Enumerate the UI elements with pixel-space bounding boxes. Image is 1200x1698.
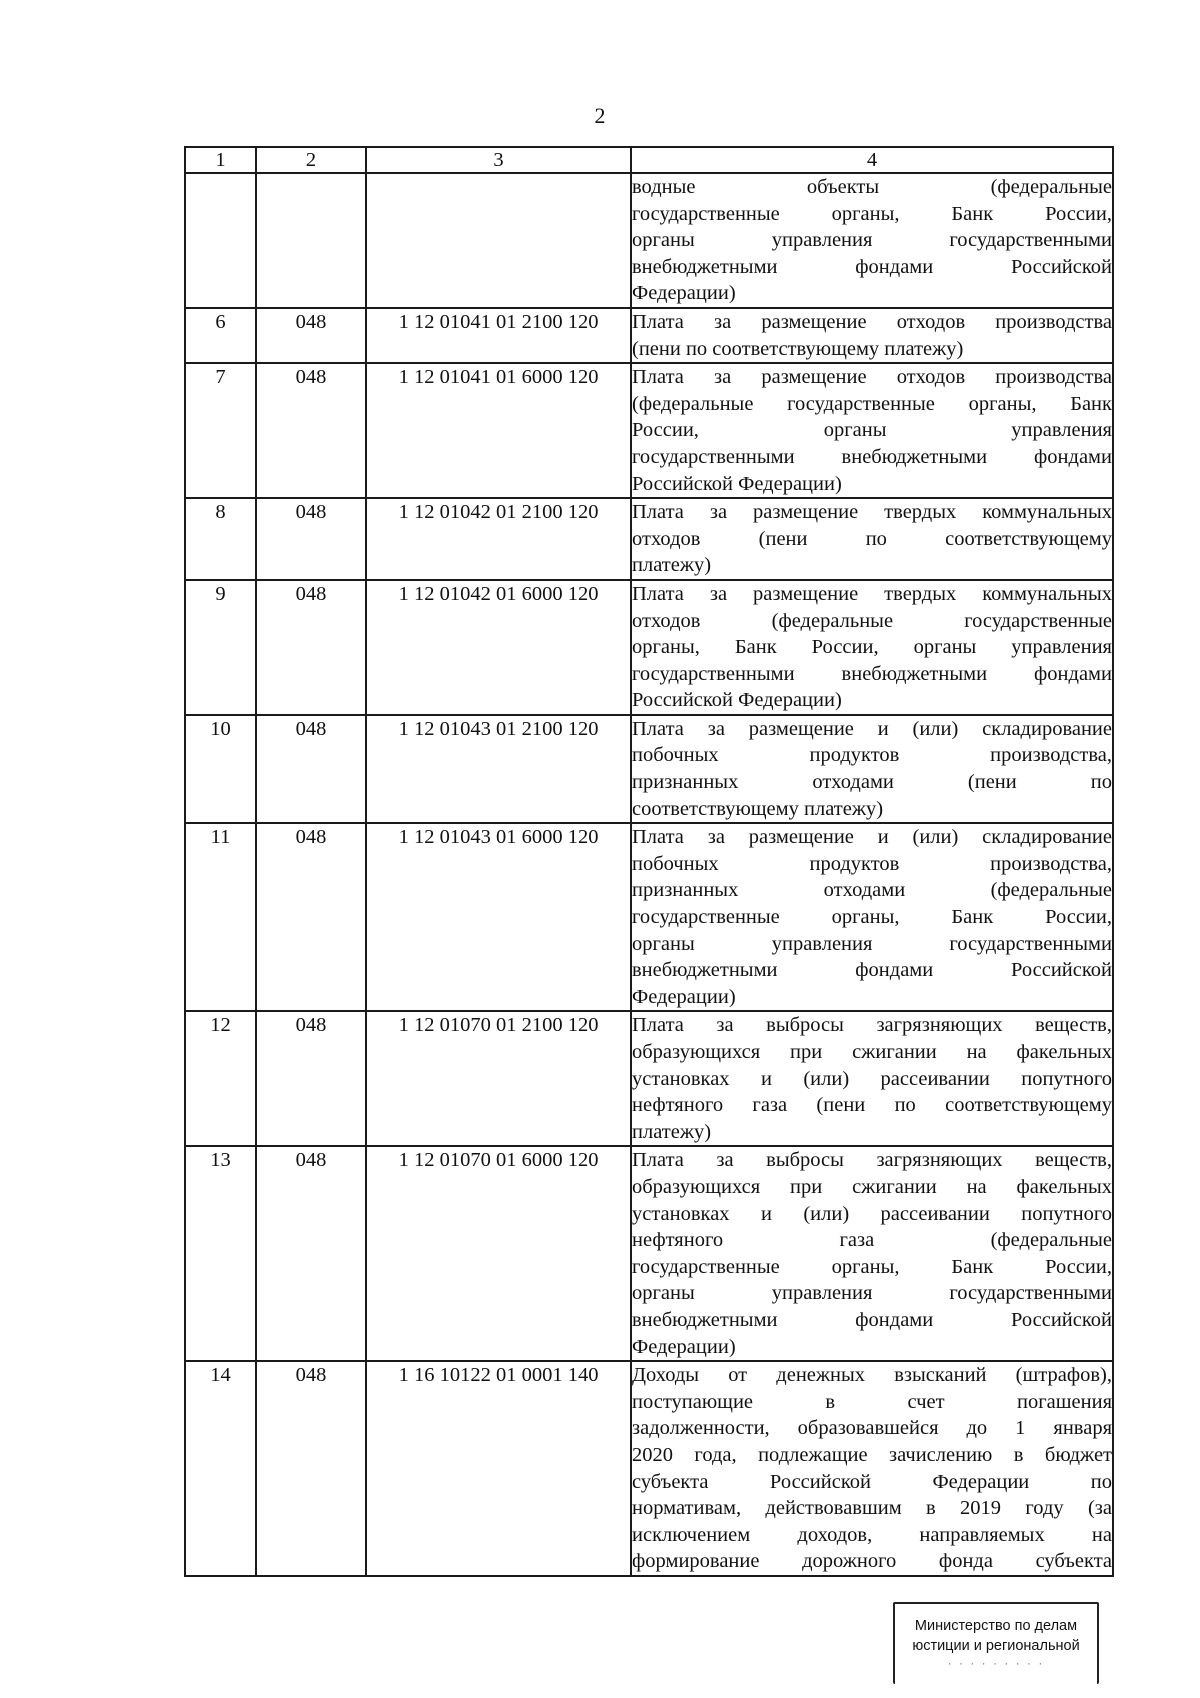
header-cell-1: 1 xyxy=(185,147,256,173)
description-cell xyxy=(631,1011,1113,1146)
header-cell-4: 4 xyxy=(631,147,1113,173)
description-line: Российской Федерации) xyxy=(632,472,842,495)
description-line: Плата за выбросы загрязняющих веществ, xyxy=(632,1014,1112,1037)
description-line: отходов (федеральные государственные xyxy=(632,609,1112,632)
description-line: субъекта Российской Федерации по xyxy=(632,1470,1112,1493)
description-line: государственные органы, Банк России, xyxy=(632,202,1112,225)
table-row xyxy=(185,1361,1113,1576)
description-line: нефтяного газа (пени по соответствующему xyxy=(632,1094,1112,1117)
description-line: поступающие в счет погашения xyxy=(632,1390,1112,1413)
description-line: признанных отходами (пени по xyxy=(632,771,1112,794)
description-line: признанных отходами (федеральные xyxy=(632,879,1112,902)
description-cell xyxy=(631,308,1113,363)
table-body xyxy=(185,147,1113,1576)
description-cell xyxy=(631,1361,1113,1576)
description-line: Плата за размещение и (или) складирование xyxy=(632,717,1112,740)
description-line: внебюджетными фондами Российской xyxy=(632,255,1112,278)
description-line: Плата за размещение твердых коммунальных xyxy=(632,501,1112,524)
budget-code-cell: 1 12 01042 01 2100 120 xyxy=(366,498,631,580)
description-line: платежу) xyxy=(632,554,712,577)
description-line: Плата за размещение и (или) складирование xyxy=(632,826,1112,849)
table-row xyxy=(185,363,1113,498)
description-line: Плата за размещение отходов производства xyxy=(632,310,1112,333)
description-line: Плата за выбросы загрязняющих веществ, xyxy=(632,1149,1112,1172)
table-header-row xyxy=(185,147,1113,173)
description-line: платежу) xyxy=(632,1120,712,1143)
description-line: Плата за размещение твердых коммунальных xyxy=(632,582,1112,605)
row-number-cell: 10 xyxy=(185,715,256,823)
description-line: внебюджетными фондами Российской xyxy=(632,1308,1112,1331)
description-line: (федеральные государственные органы, Банк xyxy=(632,392,1112,415)
stamp-faded-line: · · · · · · · · · xyxy=(947,1656,1045,1670)
description-line: установках и (или) рассеивании попутного xyxy=(632,1202,1112,1225)
budget-classification-table xyxy=(184,146,1114,1577)
continuation-admin-cell xyxy=(256,173,366,308)
ministry-stamp xyxy=(893,1602,1099,1684)
row-number-cell: 7 xyxy=(185,363,256,498)
description-line: исключением доходов, направляемых на xyxy=(632,1523,1112,1546)
budget-code-cell: 1 12 01070 01 6000 120 xyxy=(366,1146,631,1361)
admin-code-cell: 048 xyxy=(256,823,366,1011)
table-row xyxy=(185,308,1113,363)
description-line: внебюджетными фондами Российской xyxy=(632,959,1112,982)
description-line: Федерации) xyxy=(632,985,736,1008)
budget-code-cell: 1 12 01043 01 2100 120 xyxy=(366,715,631,823)
continuation-description-cell xyxy=(631,173,1113,308)
row-number-cell: 6 xyxy=(185,308,256,363)
row-number-cell: 11 xyxy=(185,823,256,1011)
table-row xyxy=(185,715,1113,823)
description-line: органы управления государственными xyxy=(632,1282,1112,1305)
admin-code-cell: 048 xyxy=(256,308,366,363)
description-line: 2020 года, подлежащие зачислению в бюджет xyxy=(632,1443,1112,1466)
description-line: государственные органы, Банк России, xyxy=(632,1255,1112,1278)
admin-code-cell: 048 xyxy=(256,580,366,715)
admin-code-cell: 048 xyxy=(256,1011,366,1146)
budget-code-cell: 1 12 01043 01 6000 120 xyxy=(366,823,631,1011)
description-cell xyxy=(631,715,1113,823)
description-line: Федерации) xyxy=(632,1335,736,1358)
row-number-cell: 9 xyxy=(185,580,256,715)
header-cell-2: 2 xyxy=(256,147,366,173)
description-cell xyxy=(631,498,1113,580)
row-number-cell: 8 xyxy=(185,498,256,580)
description-cell xyxy=(631,580,1113,715)
row-number-cell: 12 xyxy=(185,1011,256,1146)
description-line: Плата за размещение отходов производства xyxy=(632,366,1112,389)
description-line: Российской Федерации) xyxy=(632,689,842,712)
page-number: 2 xyxy=(594,103,606,128)
description-cell xyxy=(631,823,1113,1011)
row-number-cell: 14 xyxy=(185,1361,256,1576)
continuation-num-cell xyxy=(185,173,256,308)
stamp-line-2: юстиции и региональной xyxy=(912,1638,1080,1654)
description-line: побочных продуктов производства, xyxy=(632,852,1112,875)
description-line: побочных продуктов производства, xyxy=(632,744,1112,767)
description-line: Доходы от денежных взысканий (штрафов), xyxy=(632,1364,1112,1387)
table-row xyxy=(185,580,1113,715)
table-row xyxy=(185,1011,1113,1146)
description-cell xyxy=(631,1146,1113,1361)
admin-code-cell: 048 xyxy=(256,715,366,823)
budget-code-cell: 1 12 01070 01 2100 120 xyxy=(366,1011,631,1146)
row-number-cell: 13 xyxy=(185,1146,256,1361)
budget-code-cell: 1 12 01041 01 6000 120 xyxy=(366,363,631,498)
description-line: задолженности, образовавшейся до 1 января xyxy=(632,1417,1112,1440)
description-line: отходов (пени по соответствующему xyxy=(632,527,1112,550)
continuation-code-cell xyxy=(366,173,631,308)
header-cell-3: 3 xyxy=(366,147,631,173)
admin-code-cell: 048 xyxy=(256,363,366,498)
description-line: соответствующему платежу) xyxy=(632,797,884,820)
description-line: нефтяного газа (федеральные xyxy=(632,1229,1112,1252)
continuation-row xyxy=(185,173,1113,308)
description-line: органы управления государственными xyxy=(632,932,1112,955)
description-line: образующихся при сжигании на факельных xyxy=(632,1175,1112,1198)
description-line: Федерации) xyxy=(632,282,736,305)
budget-code-cell: 1 12 01041 01 2100 120 xyxy=(366,308,631,363)
table-row xyxy=(185,498,1113,580)
description-line: органы, Банк России, органы управления xyxy=(632,636,1112,659)
description-line: государственные органы, Банк России, xyxy=(632,906,1112,929)
admin-code-cell: 048 xyxy=(256,1146,366,1361)
description-line: России, органы управления xyxy=(632,419,1112,442)
description-line: образующихся при сжигании на факельных xyxy=(632,1041,1112,1063)
table-row xyxy=(185,823,1113,1011)
stamp-line-1: Министерство по делам xyxy=(914,1618,1078,1634)
budget-code-cell: 1 16 10122 01 0001 140 xyxy=(366,1361,631,1576)
description-cell xyxy=(631,363,1113,498)
description-line: установках и (или) рассеивании попутного xyxy=(632,1067,1112,1090)
description-line: (пени по соответствующему платежу) xyxy=(632,337,964,360)
description-line: формирование дорожного фонда субъекта xyxy=(632,1550,1112,1573)
admin-code-cell: 048 xyxy=(256,498,366,580)
admin-code-cell: 048 xyxy=(256,1361,366,1576)
table-row xyxy=(185,1146,1113,1361)
description-line: государственными внебюджетными фондами xyxy=(632,445,1112,468)
description-line: водные объекты (федеральные xyxy=(632,176,1112,198)
budget-code-cell: 1 12 01042 01 6000 120 xyxy=(366,580,631,715)
description-line: органы управления государственными xyxy=(632,229,1112,252)
description-line: государственными внебюджетными фондами xyxy=(632,662,1112,685)
description-line: нормативам, действовавшим в 2019 году (за xyxy=(632,1497,1112,1520)
